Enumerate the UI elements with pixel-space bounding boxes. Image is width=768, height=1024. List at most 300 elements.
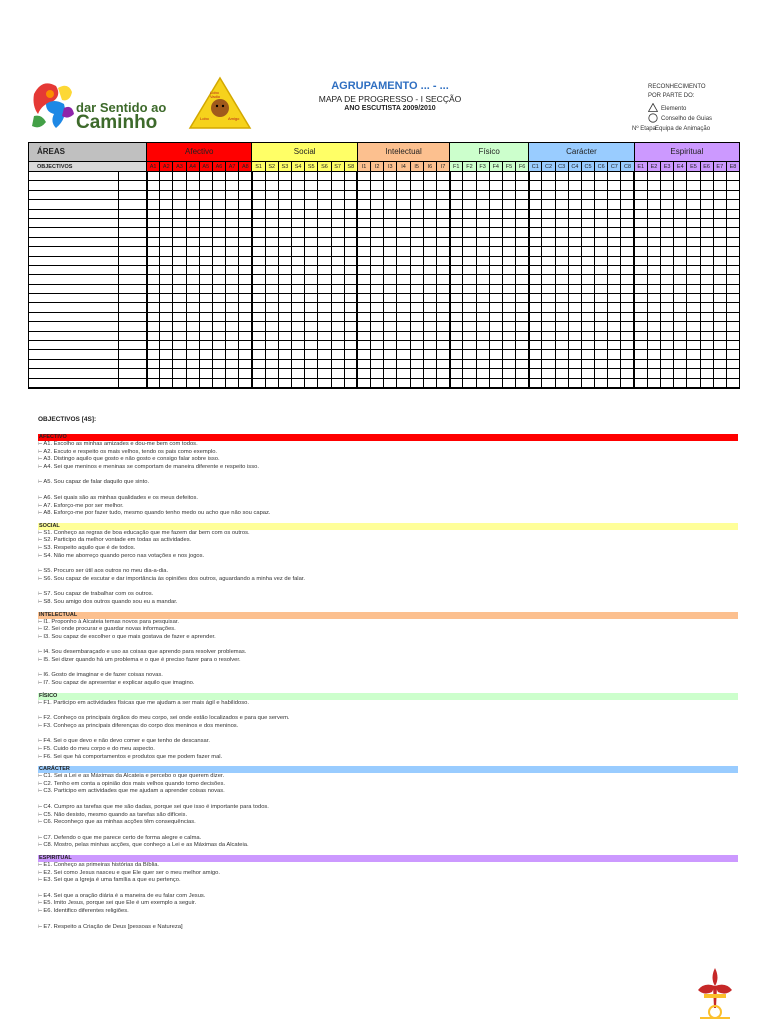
- progress-cell[interactable]: [450, 265, 463, 274]
- progress-cell[interactable]: [621, 322, 634, 331]
- progress-cell[interactable]: [436, 181, 449, 190]
- progress-cell[interactable]: [674, 247, 687, 256]
- progress-cell[interactable]: [713, 209, 726, 218]
- progress-cell[interactable]: [252, 256, 265, 265]
- progress-cell[interactable]: [252, 190, 265, 199]
- progress-cell[interactable]: [568, 322, 581, 331]
- progress-cell[interactable]: [436, 341, 449, 350]
- progress-cell[interactable]: [331, 331, 344, 340]
- progress-cell[interactable]: [344, 228, 357, 237]
- progress-cell[interactable]: [542, 294, 555, 303]
- progress-cell[interactable]: [423, 341, 436, 350]
- progress-cell[interactable]: [450, 378, 463, 388]
- progress-cell[interactable]: [318, 237, 331, 246]
- progress-cell[interactable]: [331, 190, 344, 199]
- progress-cell[interactable]: [674, 172, 687, 181]
- progress-cell[interactable]: [147, 331, 160, 340]
- progress-cell[interactable]: [265, 181, 278, 190]
- progress-cell[interactable]: [265, 294, 278, 303]
- progress-cell[interactable]: [331, 237, 344, 246]
- progress-cell[interactable]: [384, 200, 397, 209]
- progress-cell[interactable]: [186, 181, 199, 190]
- progress-cell[interactable]: [357, 359, 370, 368]
- progress-cell[interactable]: [199, 369, 212, 378]
- progress-cell[interactable]: [384, 359, 397, 368]
- progress-cell[interactable]: [423, 265, 436, 274]
- progress-cell[interactable]: [226, 312, 239, 321]
- progress-cell[interactable]: [542, 341, 555, 350]
- progress-cell[interactable]: [212, 284, 225, 293]
- progress-cell[interactable]: [700, 172, 713, 181]
- progress-cell[interactable]: [529, 181, 542, 190]
- progress-cell[interactable]: [278, 303, 291, 312]
- progress-cell[interactable]: [700, 275, 713, 284]
- progress-cell[interactable]: [423, 378, 436, 388]
- progress-cell[interactable]: [331, 359, 344, 368]
- name-cell[interactable]: [29, 359, 119, 368]
- progress-cell[interactable]: [397, 294, 410, 303]
- progress-cell[interactable]: [410, 303, 423, 312]
- progress-cell[interactable]: [502, 172, 515, 181]
- progress-cell[interactable]: [160, 172, 173, 181]
- progress-cell[interactable]: [568, 341, 581, 350]
- progress-cell[interactable]: [265, 359, 278, 368]
- progress-cell[interactable]: [239, 284, 252, 293]
- progress-cell[interactable]: [661, 303, 674, 312]
- progress-cell[interactable]: [436, 322, 449, 331]
- progress-cell[interactable]: [199, 190, 212, 199]
- progress-cell[interactable]: [199, 378, 212, 388]
- progress-cell[interactable]: [674, 378, 687, 388]
- progress-cell[interactable]: [278, 284, 291, 293]
- progress-cell[interactable]: [292, 247, 305, 256]
- progress-cell[interactable]: [147, 350, 160, 359]
- progress-cell[interactable]: [489, 378, 502, 388]
- progress-cell[interactable]: [634, 275, 647, 284]
- progress-cell[interactable]: [292, 294, 305, 303]
- progress-cell[interactable]: [186, 209, 199, 218]
- progress-cell[interactable]: [226, 303, 239, 312]
- progress-cell[interactable]: [555, 294, 568, 303]
- progress-cell[interactable]: [476, 378, 489, 388]
- progress-cell[interactable]: [568, 265, 581, 274]
- progress-cell[interactable]: [292, 275, 305, 284]
- progress-cell[interactable]: [687, 275, 700, 284]
- progress-cell[interactable]: [384, 350, 397, 359]
- progress-cell[interactable]: [450, 181, 463, 190]
- progress-cell[interactable]: [371, 247, 384, 256]
- progress-cell[interactable]: [489, 265, 502, 274]
- progress-cell[interactable]: [305, 190, 318, 199]
- progress-cell[interactable]: [239, 331, 252, 340]
- progress-cell[interactable]: [199, 322, 212, 331]
- progress-cell[interactable]: [252, 228, 265, 237]
- progress-cell[interactable]: [292, 172, 305, 181]
- progress-cell[interactable]: [595, 378, 608, 388]
- progress-cell[interactable]: [160, 350, 173, 359]
- progress-cell[interactable]: [160, 265, 173, 274]
- progress-cell[interactable]: [450, 303, 463, 312]
- progress-cell[interactable]: [199, 294, 212, 303]
- progress-cell[interactable]: [147, 200, 160, 209]
- progress-cell[interactable]: [397, 228, 410, 237]
- progress-cell[interactable]: [726, 331, 739, 340]
- progress-cell[interactable]: [516, 265, 529, 274]
- progress-cell[interactable]: [647, 294, 660, 303]
- progress-cell[interactable]: [397, 237, 410, 246]
- progress-cell[interactable]: [384, 369, 397, 378]
- progress-cell[interactable]: [331, 350, 344, 359]
- name-cell[interactable]: [119, 275, 147, 284]
- progress-cell[interactable]: [687, 312, 700, 321]
- progress-cell[interactable]: [186, 247, 199, 256]
- progress-cell[interactable]: [186, 190, 199, 199]
- progress-cell[interactable]: [226, 256, 239, 265]
- progress-cell[interactable]: [608, 228, 621, 237]
- progress-cell[interactable]: [410, 237, 423, 246]
- progress-cell[interactable]: [147, 209, 160, 218]
- progress-cell[interactable]: [226, 200, 239, 209]
- progress-cell[interactable]: [463, 190, 476, 199]
- progress-cell[interactable]: [687, 218, 700, 227]
- progress-cell[interactable]: [344, 275, 357, 284]
- progress-cell[interactable]: [186, 369, 199, 378]
- progress-cell[interactable]: [292, 228, 305, 237]
- progress-cell[interactable]: [305, 322, 318, 331]
- progress-cell[interactable]: [700, 284, 713, 293]
- progress-cell[interactable]: [252, 247, 265, 256]
- progress-cell[interactable]: [305, 359, 318, 368]
- progress-cell[interactable]: [502, 190, 515, 199]
- progress-cell[interactable]: [305, 284, 318, 293]
- progress-cell[interactable]: [674, 237, 687, 246]
- progress-cell[interactable]: [661, 294, 674, 303]
- progress-cell[interactable]: [595, 303, 608, 312]
- progress-cell[interactable]: [199, 228, 212, 237]
- progress-cell[interactable]: [436, 275, 449, 284]
- progress-cell[interactable]: [239, 256, 252, 265]
- progress-cell[interactable]: [199, 256, 212, 265]
- progress-cell[interactable]: [700, 265, 713, 274]
- progress-cell[interactable]: [226, 275, 239, 284]
- progress-cell[interactable]: [423, 312, 436, 321]
- progress-cell[interactable]: [344, 322, 357, 331]
- progress-cell[interactable]: [147, 247, 160, 256]
- progress-cell[interactable]: [357, 209, 370, 218]
- progress-cell[interactable]: [226, 181, 239, 190]
- progress-cell[interactable]: [278, 190, 291, 199]
- progress-cell[interactable]: [292, 359, 305, 368]
- progress-cell[interactable]: [502, 237, 515, 246]
- progress-cell[interactable]: [278, 200, 291, 209]
- progress-cell[interactable]: [160, 209, 173, 218]
- progress-cell[interactable]: [529, 284, 542, 293]
- progress-cell[interactable]: [568, 172, 581, 181]
- progress-cell[interactable]: [318, 228, 331, 237]
- progress-cell[interactable]: [687, 209, 700, 218]
- progress-cell[interactable]: [595, 247, 608, 256]
- progress-cell[interactable]: [239, 341, 252, 350]
- progress-cell[interactable]: [647, 228, 660, 237]
- progress-cell[interactable]: [463, 237, 476, 246]
- progress-cell[interactable]: [344, 378, 357, 388]
- progress-cell[interactable]: [186, 378, 199, 388]
- progress-cell[interactable]: [357, 331, 370, 340]
- progress-cell[interactable]: [212, 265, 225, 274]
- progress-cell[interactable]: [344, 209, 357, 218]
- progress-cell[interactable]: [305, 247, 318, 256]
- name-cell[interactable]: [119, 350, 147, 359]
- progress-cell[interactable]: [647, 200, 660, 209]
- progress-cell[interactable]: [212, 218, 225, 227]
- progress-cell[interactable]: [252, 172, 265, 181]
- progress-cell[interactable]: [542, 378, 555, 388]
- progress-cell[interactable]: [463, 312, 476, 321]
- progress-cell[interactable]: [239, 359, 252, 368]
- progress-cell[interactable]: [700, 378, 713, 388]
- progress-cell[interactable]: [226, 331, 239, 340]
- progress-cell[interactable]: [331, 284, 344, 293]
- progress-cell[interactable]: [542, 265, 555, 274]
- progress-cell[interactable]: [384, 228, 397, 237]
- progress-cell[interactable]: [344, 303, 357, 312]
- progress-cell[interactable]: [199, 247, 212, 256]
- progress-cell[interactable]: [634, 359, 647, 368]
- progress-cell[interactable]: [410, 228, 423, 237]
- progress-cell[interactable]: [516, 284, 529, 293]
- progress-cell[interactable]: [647, 341, 660, 350]
- progress-cell[interactable]: [502, 181, 515, 190]
- progress-cell[interactable]: [713, 237, 726, 246]
- progress-cell[interactable]: [278, 265, 291, 274]
- progress-cell[interactable]: [502, 322, 515, 331]
- progress-cell[interactable]: [529, 303, 542, 312]
- name-cell[interactable]: [119, 256, 147, 265]
- progress-cell[interactable]: [489, 303, 502, 312]
- progress-cell[interactable]: [713, 228, 726, 237]
- progress-cell[interactable]: [647, 256, 660, 265]
- progress-cell[interactable]: [292, 256, 305, 265]
- progress-cell[interactable]: [621, 378, 634, 388]
- progress-cell[interactable]: [713, 247, 726, 256]
- progress-cell[interactable]: [700, 341, 713, 350]
- progress-cell[interactable]: [476, 312, 489, 321]
- progress-cell[interactable]: [384, 303, 397, 312]
- progress-cell[interactable]: [305, 341, 318, 350]
- progress-cell[interactable]: [555, 359, 568, 368]
- progress-cell[interactable]: [226, 322, 239, 331]
- progress-cell[interactable]: [687, 228, 700, 237]
- progress-cell[interactable]: [726, 172, 739, 181]
- progress-cell[interactable]: [318, 331, 331, 340]
- progress-cell[interactable]: [186, 331, 199, 340]
- progress-cell[interactable]: [278, 237, 291, 246]
- progress-cell[interactable]: [621, 256, 634, 265]
- progress-cell[interactable]: [542, 247, 555, 256]
- progress-cell[interactable]: [423, 322, 436, 331]
- progress-cell[interactable]: [502, 341, 515, 350]
- progress-cell[interactable]: [160, 237, 173, 246]
- progress-cell[interactable]: [581, 200, 594, 209]
- progress-cell[interactable]: [199, 181, 212, 190]
- progress-cell[interactable]: [357, 265, 370, 274]
- progress-cell[interactable]: [661, 284, 674, 293]
- progress-cell[interactable]: [489, 294, 502, 303]
- progress-cell[interactable]: [252, 350, 265, 359]
- progress-cell[interactable]: [331, 228, 344, 237]
- progress-cell[interactable]: [410, 265, 423, 274]
- progress-cell[interactable]: [318, 190, 331, 199]
- progress-cell[interactable]: [173, 303, 186, 312]
- progress-cell[interactable]: [595, 256, 608, 265]
- progress-cell[interactable]: [634, 190, 647, 199]
- progress-cell[interactable]: [608, 265, 621, 274]
- progress-cell[interactable]: [278, 312, 291, 321]
- progress-cell[interactable]: [595, 265, 608, 274]
- progress-cell[interactable]: [436, 359, 449, 368]
- progress-cell[interactable]: [516, 256, 529, 265]
- progress-cell[interactable]: [581, 265, 594, 274]
- progress-cell[interactable]: [634, 312, 647, 321]
- progress-cell[interactable]: [489, 350, 502, 359]
- progress-cell[interactable]: [357, 303, 370, 312]
- progress-cell[interactable]: [476, 303, 489, 312]
- name-cell[interactable]: [119, 247, 147, 256]
- progress-cell[interactable]: [147, 378, 160, 388]
- name-cell[interactable]: [119, 237, 147, 246]
- progress-cell[interactable]: [489, 369, 502, 378]
- progress-cell[interactable]: [634, 247, 647, 256]
- progress-cell[interactable]: [160, 378, 173, 388]
- progress-cell[interactable]: [581, 359, 594, 368]
- progress-cell[interactable]: [700, 190, 713, 199]
- progress-cell[interactable]: [621, 247, 634, 256]
- progress-cell[interactable]: [529, 209, 542, 218]
- progress-cell[interactable]: [173, 275, 186, 284]
- progress-cell[interactable]: [661, 312, 674, 321]
- progress-cell[interactable]: [199, 359, 212, 368]
- progress-cell[interactable]: [516, 200, 529, 209]
- progress-cell[interactable]: [199, 172, 212, 181]
- name-cell[interactable]: [119, 369, 147, 378]
- progress-cell[interactable]: [516, 322, 529, 331]
- progress-cell[interactable]: [357, 284, 370, 293]
- progress-cell[interactable]: [305, 350, 318, 359]
- progress-cell[interactable]: [516, 190, 529, 199]
- progress-cell[interactable]: [292, 350, 305, 359]
- progress-cell[interactable]: [147, 218, 160, 227]
- name-cell[interactable]: [119, 359, 147, 368]
- name-cell[interactable]: [29, 331, 119, 340]
- progress-cell[interactable]: [463, 200, 476, 209]
- progress-cell[interactable]: [450, 228, 463, 237]
- progress-cell[interactable]: [621, 359, 634, 368]
- progress-cell[interactable]: [595, 200, 608, 209]
- progress-cell[interactable]: [226, 341, 239, 350]
- progress-cell[interactable]: [476, 350, 489, 359]
- progress-cell[interactable]: [568, 181, 581, 190]
- progress-cell[interactable]: [647, 172, 660, 181]
- progress-cell[interactable]: [516, 378, 529, 388]
- progress-cell[interactable]: [397, 303, 410, 312]
- progress-cell[interactable]: [384, 331, 397, 340]
- progress-cell[interactable]: [555, 256, 568, 265]
- progress-cell[interactable]: [713, 181, 726, 190]
- progress-cell[interactable]: [608, 237, 621, 246]
- progress-cell[interactable]: [344, 350, 357, 359]
- progress-cell[interactable]: [410, 172, 423, 181]
- progress-cell[interactable]: [265, 341, 278, 350]
- progress-cell[interactable]: [529, 294, 542, 303]
- progress-cell[interactable]: [568, 359, 581, 368]
- progress-cell[interactable]: [489, 190, 502, 199]
- progress-cell[interactable]: [436, 265, 449, 274]
- progress-cell[interactable]: [726, 200, 739, 209]
- progress-cell[interactable]: [199, 265, 212, 274]
- progress-cell[interactable]: [661, 322, 674, 331]
- progress-cell[interactable]: [674, 303, 687, 312]
- progress-cell[interactable]: [489, 341, 502, 350]
- progress-cell[interactable]: [384, 256, 397, 265]
- progress-cell[interactable]: [502, 331, 515, 340]
- progress-cell[interactable]: [700, 294, 713, 303]
- progress-cell[interactable]: [186, 341, 199, 350]
- progress-cell[interactable]: [726, 275, 739, 284]
- progress-cell[interactable]: [489, 331, 502, 340]
- progress-cell[interactable]: [371, 312, 384, 321]
- progress-cell[interactable]: [239, 303, 252, 312]
- progress-cell[interactable]: [713, 190, 726, 199]
- progress-cell[interactable]: [568, 369, 581, 378]
- progress-cell[interactable]: [595, 294, 608, 303]
- progress-cell[interactable]: [410, 284, 423, 293]
- progress-cell[interactable]: [212, 237, 225, 246]
- progress-cell[interactable]: [239, 294, 252, 303]
- progress-cell[interactable]: [529, 350, 542, 359]
- progress-cell[interactable]: [555, 303, 568, 312]
- progress-cell[interactable]: [700, 359, 713, 368]
- progress-cell[interactable]: [344, 284, 357, 293]
- progress-cell[interactable]: [450, 359, 463, 368]
- progress-cell[interactable]: [555, 228, 568, 237]
- progress-cell[interactable]: [581, 181, 594, 190]
- progress-cell[interactable]: [608, 294, 621, 303]
- progress-cell[interactable]: [199, 350, 212, 359]
- progress-cell[interactable]: [384, 265, 397, 274]
- progress-cell[interactable]: [331, 247, 344, 256]
- progress-cell[interactable]: [450, 275, 463, 284]
- name-cell[interactable]: [29, 237, 119, 246]
- progress-cell[interactable]: [713, 172, 726, 181]
- progress-cell[interactable]: [212, 350, 225, 359]
- progress-cell[interactable]: [450, 218, 463, 227]
- progress-cell[interactable]: [239, 322, 252, 331]
- progress-cell[interactable]: [292, 190, 305, 199]
- progress-cell[interactable]: [608, 312, 621, 321]
- progress-cell[interactable]: [555, 275, 568, 284]
- progress-cell[interactable]: [674, 294, 687, 303]
- progress-cell[interactable]: [726, 322, 739, 331]
- progress-cell[interactable]: [700, 200, 713, 209]
- progress-cell[interactable]: [463, 181, 476, 190]
- progress-cell[interactable]: [410, 331, 423, 340]
- progress-cell[interactable]: [463, 256, 476, 265]
- progress-cell[interactable]: [199, 341, 212, 350]
- progress-cell[interactable]: [568, 247, 581, 256]
- progress-cell[interactable]: [621, 218, 634, 227]
- progress-cell[interactable]: [186, 172, 199, 181]
- progress-cell[interactable]: [674, 275, 687, 284]
